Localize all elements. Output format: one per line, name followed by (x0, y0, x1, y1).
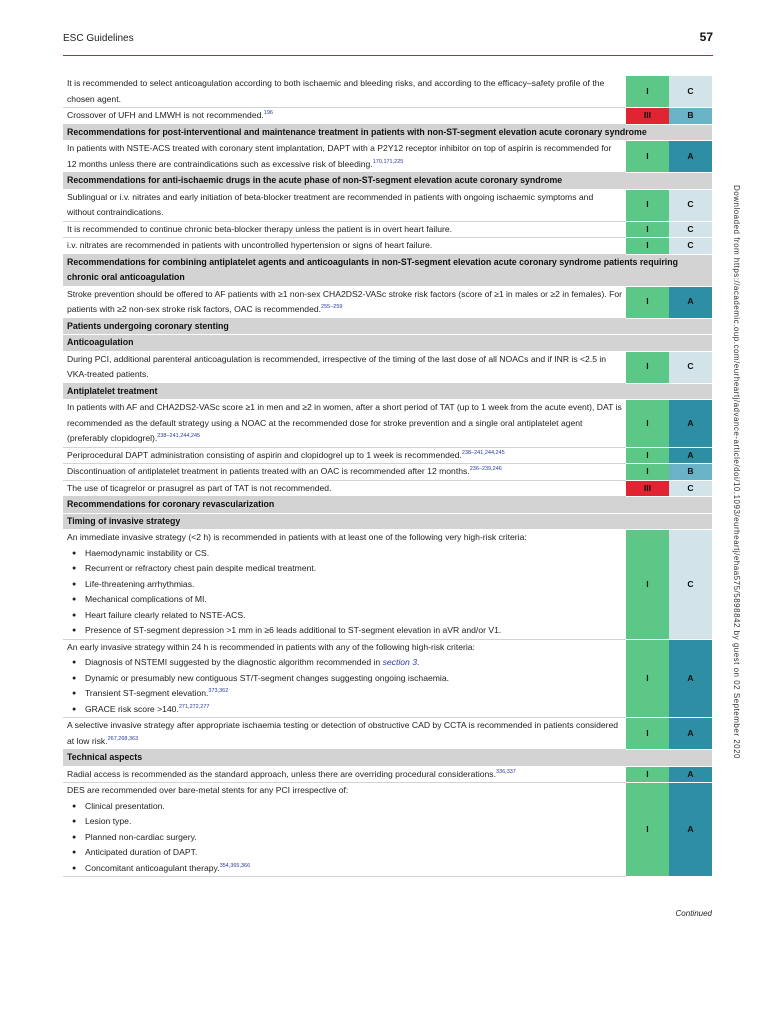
section-header: Anticoagulation (63, 335, 712, 352)
criteria-text: Transient ST-segment elevation. (85, 688, 209, 698)
reference-citation: 373,362 (208, 688, 229, 695)
class-badge: I (626, 718, 669, 750)
reference-citation: 236–239,246 (469, 466, 502, 473)
recommendation-text (63, 464, 626, 481)
section-header-row (63, 124, 712, 141)
level-badge: A (669, 783, 712, 877)
recommendation-statement: During PCI, additional parenteral anticoagulation is recommended, irrespective of the timing of the last dose of all NOACs and if INR is <2.5 in VKA-treated patients. (67, 353, 607, 379)
level-badge: A (669, 286, 712, 318)
class-badge: I (626, 351, 669, 383)
criteria-text: Planned non-cardiac surgery. (85, 831, 197, 842)
recommendation-row (63, 464, 712, 481)
recommendation-row (63, 286, 712, 318)
recommendation-row (63, 400, 712, 448)
criteria-list-item (67, 546, 622, 562)
class-badge: I (626, 189, 669, 221)
class-badge: III (626, 480, 669, 497)
section-header: Timing of invasive strategy (63, 513, 712, 530)
criteria-list-item (67, 814, 622, 830)
recommendation-text (63, 351, 626, 383)
section-header: Recommendations for coronary revascularization (63, 497, 712, 514)
recommendation-row (63, 76, 712, 108)
criteria-list-item (67, 799, 622, 815)
section-header-row (63, 383, 712, 400)
recommendation-row (63, 530, 712, 640)
recommendation-row (63, 221, 712, 238)
recommendation-text (63, 141, 626, 173)
recommendation-row (63, 766, 712, 783)
level-badge: A (669, 141, 712, 173)
criteria-list (67, 546, 622, 639)
recommendation-statement: It is recommended to continue chronic beta-blocker therapy unless the patient is in overt heart failure. (67, 223, 453, 234)
recommendation-text (63, 783, 626, 877)
level-badge: A (669, 400, 712, 448)
page-header (63, 30, 713, 56)
recommendation-row (63, 351, 712, 383)
recommendation-text (63, 639, 626, 718)
criteria-list-item (67, 655, 622, 671)
recommendation-row (63, 480, 712, 497)
criteria-text: Concomitant anticoagulant therapy. (85, 862, 220, 873)
section-header-row (63, 497, 712, 514)
recommendation-statement: The use of ticagrelor or prasugrel as part of TAT is not recommended. (67, 482, 332, 493)
criteria-text: Clinical presentation. (85, 800, 165, 811)
criteria-text: Heart failure clearly related to NSTE-ACS. (85, 609, 246, 620)
section-header-row (63, 318, 712, 335)
reference-citation: 336,337 (495, 768, 516, 775)
class-badge: I (626, 639, 669, 718)
recommendation-text (63, 766, 626, 783)
reference-citation: 267,268,363 (107, 735, 139, 742)
section-header: Recommendations for combining antiplatelet agents and anticoagulants in non-ST-segment elevation acute coronary syndrome patients requiring chronic oral anticoagulation (63, 254, 712, 286)
recommendation-text (63, 189, 626, 221)
recommendations-table-body (63, 76, 712, 877)
level-badge: A (669, 718, 712, 750)
level-badge: C (669, 351, 712, 383)
class-badge: I (626, 400, 669, 448)
criteria-list-item (67, 671, 622, 687)
class-badge: I (626, 464, 669, 481)
recommendation-statement: A selective invasive strategy after appropriate ischaemia testing or detection of obstructive CAD by CCTA is recommended in patients considered at low risk. (67, 720, 619, 746)
class-badge: I (626, 766, 669, 783)
recommendation-row (63, 189, 712, 221)
continued-label: Continued (675, 909, 712, 918)
class-badge: I (626, 286, 669, 318)
recommendation-row (63, 718, 712, 750)
recommendation-statement: In patients with AF and CHA2DS2-VASc score ≥1 in men and ≥2 in women, after a short period of TAT (up to 1 week from the acute event), DAT is recommended as the default strategy using a NOAC at the recommended dose for stroke prevention and a single oral antiplatelet agent (preferably clopidogrel). (67, 402, 622, 443)
recommendation-statement: Stroke prevention should be offered to AF patients with ≥1 non-sex CHA2DS2-VASc stroke risk factors (score of ≥1 in males or ≥2 in females). For patients with ≥2 non-sex stroke risk factors, OAC is recommended. (67, 288, 623, 314)
criteria-list (67, 799, 622, 877)
criteria-list-item (67, 686, 622, 702)
reference-citation: 238–241,244,245 (461, 449, 505, 456)
section-link[interactable]: section 3 (382, 657, 417, 667)
criteria-text-tail: . (417, 657, 420, 667)
recommendation-text (63, 400, 626, 448)
recommendation-statement: i.v. nitrates are recommended in patients with uncontrolled hypertension or signs of heart failure. (67, 240, 433, 250)
criteria-text: Haemodynamic instability or CS. (85, 547, 210, 558)
recommendation-statement: An immediate invasive strategy (<2 h) is recommended in patients with at least one of the following very high-risk criteria: (67, 532, 527, 542)
class-badge: I (626, 238, 669, 255)
recommendation-statement: Radial access is recommended as the standard approach, unless there are overriding procedural considerations. (67, 768, 496, 779)
class-badge: III (626, 108, 669, 125)
level-badge: C (669, 76, 712, 108)
criteria-list-item (67, 845, 622, 861)
criteria-text: Dynamic or presumably new contiguous ST/T-segment changes suggesting ongoing ischaemia. (85, 672, 449, 683)
level-badge: C (669, 189, 712, 221)
recommendation-row (63, 447, 712, 464)
recommendations-table (63, 76, 712, 877)
class-badge: I (626, 783, 669, 877)
criteria-list-item (67, 608, 622, 624)
criteria-list-item (67, 623, 622, 639)
class-badge: I (626, 447, 669, 464)
level-badge: A (669, 766, 712, 783)
reference-citation: 271,272,277 (178, 703, 210, 710)
recommendation-statement: DES are recommended over bare-metal stents for any PCI irrespective of: (67, 785, 349, 795)
recommendation-statement: Crossover of UFH and LMWH is not recommended. (67, 110, 264, 120)
class-badge: I (626, 221, 669, 238)
level-badge: C (669, 238, 712, 255)
section-header: Recommendations for post-interventional and maintenance treatment in patients with non-ST-segment elevation acute coronary syndrome (63, 124, 712, 141)
recommendation-statement: Discontinuation of antiplatelet treatment in patients treated with an OAC is recommended after 12 months. (67, 466, 470, 476)
section-header: Recommendations for anti-ischaemic drugs in the acute phase of non-ST-segment elevation acute coronary syndrome (63, 173, 712, 190)
criteria-list-item (67, 861, 622, 877)
recommendation-statement: It is recommended to select anticoagulation according to both ischaemic and bleeding risks, and according to the efficacy–safety profile of the chosen agent. (67, 78, 605, 104)
recommendation-row (63, 238, 712, 255)
page-number: 57 (699, 30, 713, 44)
recommendation-text (63, 447, 626, 464)
section-header-row (63, 335, 712, 352)
section-header: Antiplatelet treatment (63, 383, 712, 400)
criteria-text: Recurrent or refractory chest pain despite medical treatment. (85, 563, 317, 573)
recommendation-row (63, 639, 712, 718)
criteria-list-item (67, 592, 622, 608)
recommendation-text (63, 221, 626, 238)
criteria-text: Lesion type. (85, 816, 132, 826)
criteria-list-item (67, 561, 622, 577)
recommendation-statement: Sublingual or i.v. nitrates and early initiation of beta-blocker treatment are recommended in patients with ongoing ischaemic symptoms and without contraindications. (67, 191, 594, 217)
criteria-text: GRACE risk score >140. (85, 703, 179, 714)
download-watermark-text: Downloaded from https://academic.oup.com/eurheartj/advance-article/doi/10.1093/eurheartj/ehaa575/5898842 by guest on 02 September 2020 (732, 185, 741, 759)
reference-citation: 238–241,244,245 (157, 433, 201, 440)
criteria-list-item (67, 702, 622, 718)
recommendation-row (63, 108, 712, 125)
section-header-row (63, 513, 712, 530)
recommendation-text (63, 718, 626, 750)
criteria-list-item (67, 577, 622, 593)
reference-citation: 354,365,366 (219, 862, 251, 869)
level-badge: C (669, 530, 712, 640)
recommendation-statement: Periprocedural DAPT administration consisting of aspirin and clopidogrel up to 1 week is recommended. (67, 449, 462, 460)
class-badge: I (626, 530, 669, 640)
reference-citation: 196 (263, 110, 273, 117)
level-badge: C (669, 480, 712, 497)
criteria-list (67, 655, 622, 717)
recommendation-text (63, 238, 626, 255)
level-badge: C (669, 221, 712, 238)
section-header-row (63, 173, 712, 190)
reference-citation: 255–259 (321, 304, 343, 311)
section-header-row (63, 254, 712, 286)
reference-citation: 170,171,225 (372, 158, 404, 165)
level-badge: B (669, 108, 712, 125)
criteria-list-item (67, 830, 622, 846)
recommendation-statement: In patients with NSTE-ACS treated with coronary stent implantation, DAPT with a P2Y12 receptor inhibitor on top of aspirin is recommended for 12 months unless there are contraindications such as excessive risk of bleeding. (67, 143, 612, 169)
recommendation-row (63, 783, 712, 877)
recommendation-text (63, 286, 626, 318)
level-badge: A (669, 639, 712, 718)
criteria-text: Presence of ST-segment depression >1 mm in ≥6 leads additional to ST-segment elevation in aVR and/or V1. (85, 625, 502, 635)
section-header: Patients undergoing coronary stenting (63, 318, 712, 335)
section-header: Technical aspects (63, 750, 712, 767)
criteria-text: Mechanical complications of MI. (85, 594, 207, 604)
recommendation-row (63, 141, 712, 173)
level-badge: B (669, 464, 712, 481)
recommendation-statement: An early invasive strategy within 24 h is recommended in patients with any of the following high-risk criteria: (67, 641, 475, 652)
recommendation-text (63, 480, 626, 497)
criteria-text: Anticipated duration of DAPT. (85, 847, 198, 857)
download-watermark (732, 185, 746, 845)
section-header-row (63, 750, 712, 767)
running-title: ESC Guidelines (63, 33, 134, 44)
class-badge: I (626, 141, 669, 173)
recommendation-text (63, 108, 626, 125)
class-badge: I (626, 76, 669, 108)
level-badge: A (669, 447, 712, 464)
recommendation-text (63, 530, 626, 640)
criteria-text: Life-threatening arrhythmias. (85, 578, 195, 589)
criteria-text: Diagnosis of NSTEMI suggested by the diagnostic algorithm recommended in (85, 657, 383, 667)
recommendation-text (63, 76, 626, 108)
